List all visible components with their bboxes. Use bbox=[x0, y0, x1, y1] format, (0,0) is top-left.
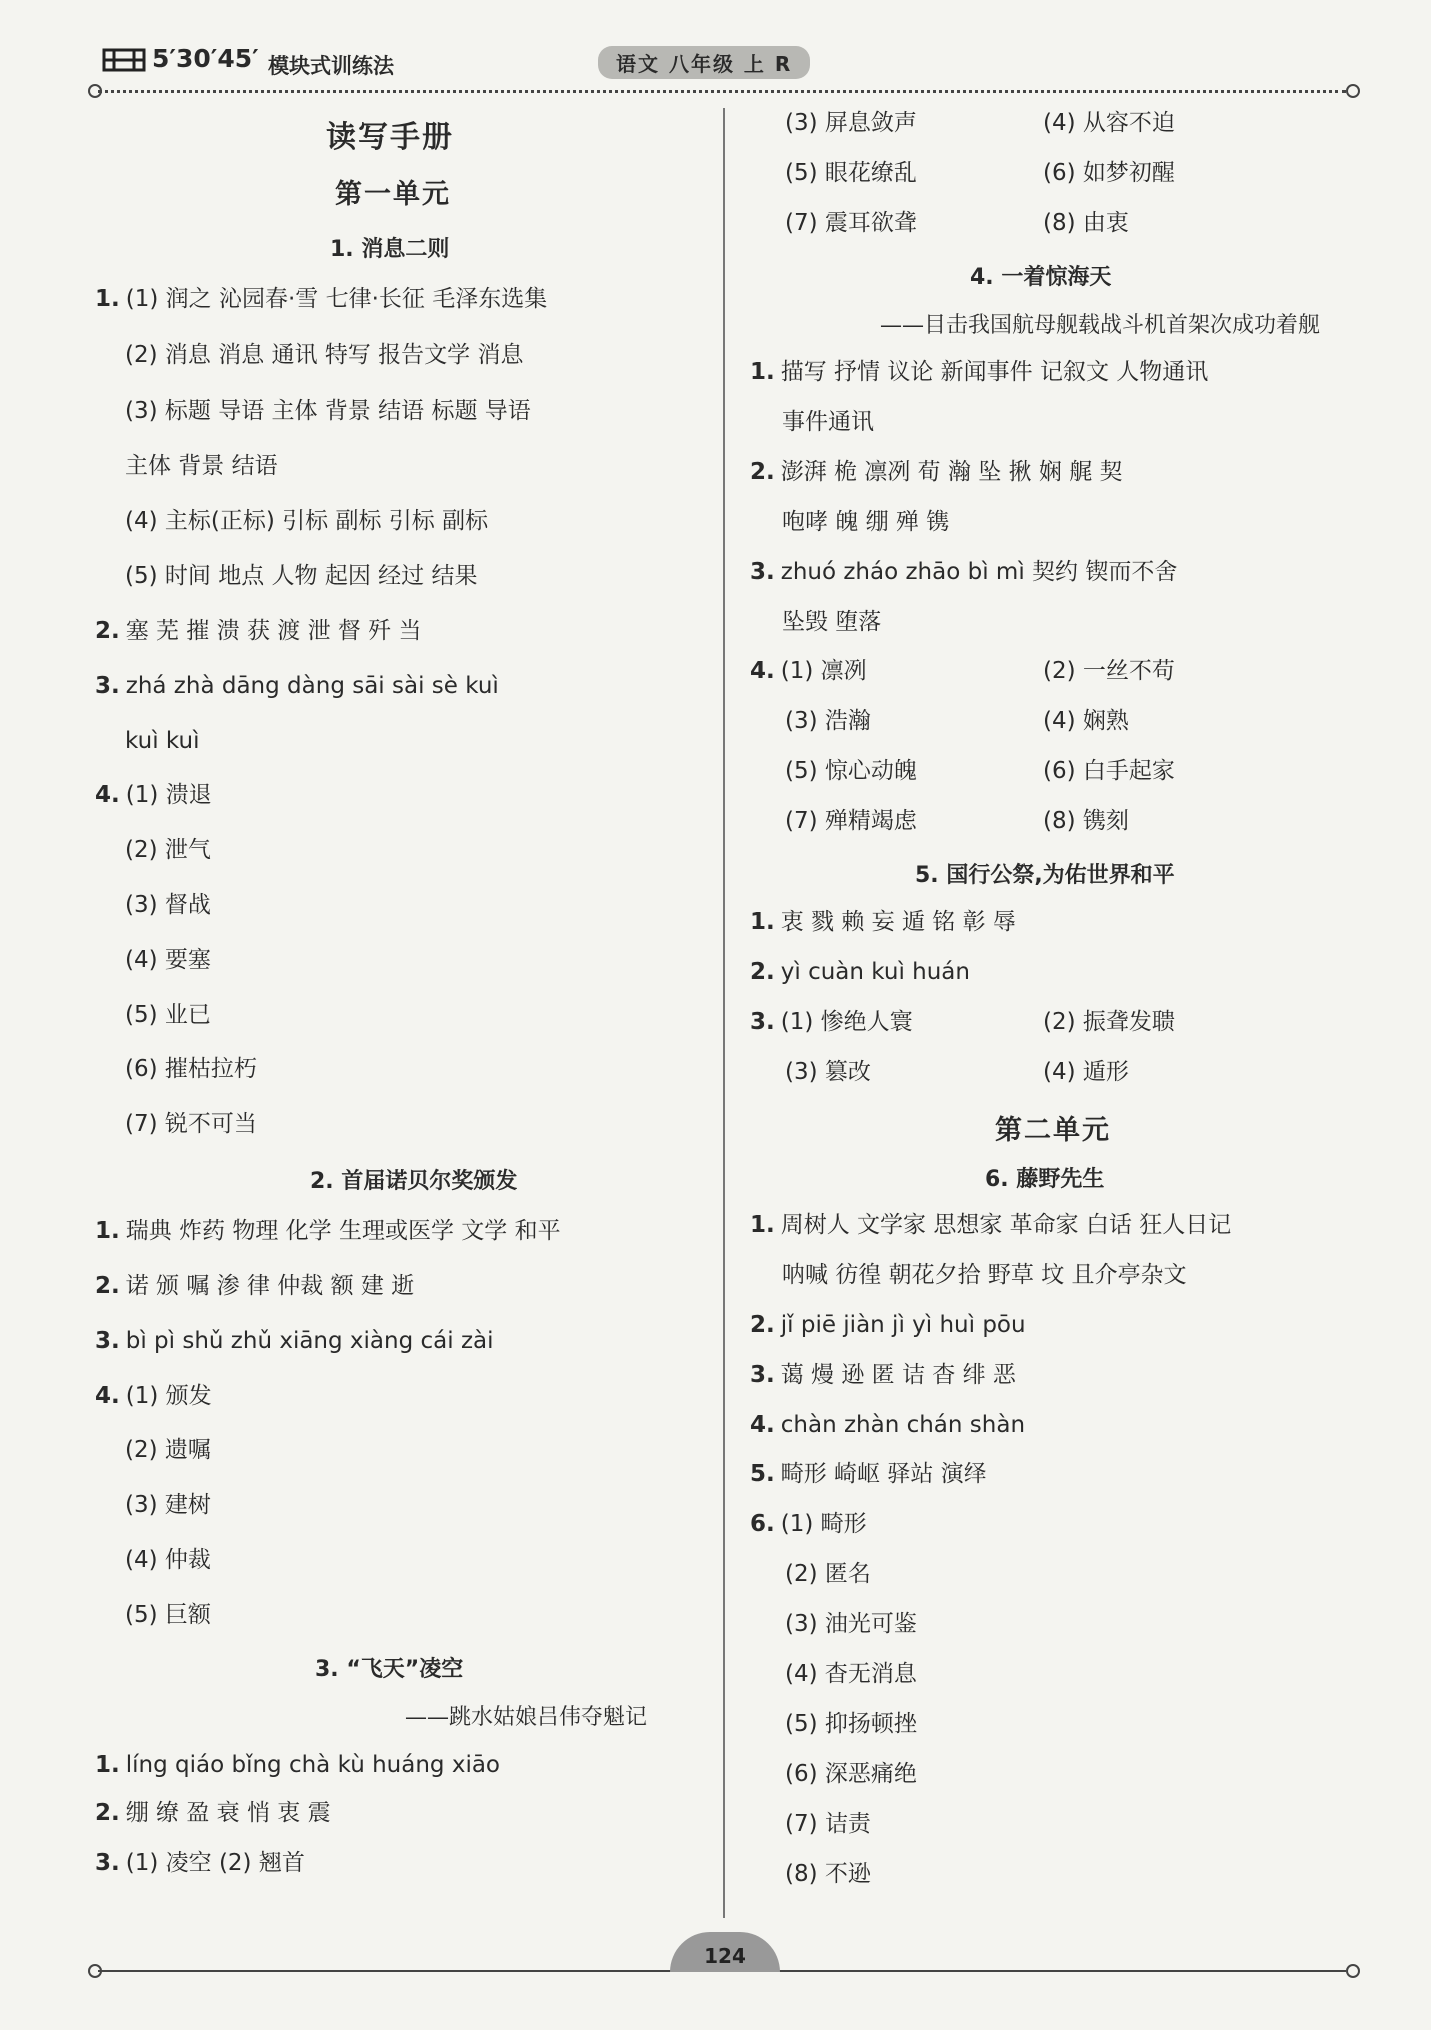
answer-text: (4) 要塞 bbox=[125, 947, 211, 973]
answer-line bbox=[95, 1326, 494, 1356]
answer-text: (2) 匿名 bbox=[785, 1561, 871, 1587]
answer-line bbox=[785, 1759, 917, 1789]
answer-line: (3) 浩瀚 bbox=[785, 708, 871, 734]
header-logo-icon bbox=[102, 46, 146, 74]
answer-line bbox=[782, 407, 874, 437]
answer-text: (5) 抑扬顿挫 bbox=[785, 1711, 917, 1737]
answer-line bbox=[125, 1490, 211, 1520]
answer-text: (8) 不逊 bbox=[785, 1861, 871, 1887]
answer-number: 3. bbox=[95, 1328, 120, 1354]
answer-line bbox=[125, 1435, 211, 1465]
answer-line bbox=[125, 1000, 211, 1030]
footer-rule-dot-right bbox=[1346, 1964, 1360, 1978]
answer-text: (1) 颁发 bbox=[125, 1383, 212, 1409]
answer-line bbox=[750, 1210, 1231, 1240]
answer-text: (3) 标题 导语 主体 背景 结语 标题 导语 bbox=[125, 398, 531, 424]
answer-text: (1) 畸形 bbox=[780, 1511, 867, 1537]
answer-line bbox=[785, 1709, 917, 1739]
answer-text: 呐喊 彷徨 朝花夕拾 野草 坟 且介亭杂文 bbox=[782, 1262, 1187, 1288]
answer-text: 畸形 崎岖 驿站 演绎 bbox=[780, 1461, 987, 1487]
answer-line: (4) 娴熟 bbox=[1043, 708, 1129, 734]
answer-line bbox=[782, 507, 949, 537]
answer-line bbox=[125, 396, 531, 426]
answer-line: (6) 白手起家 bbox=[1043, 758, 1175, 784]
answer-line bbox=[95, 1848, 305, 1878]
lesson-title: 3. “飞天”凌空 bbox=[315, 1657, 464, 1682]
answer-text: 咆哮 魄 绷 殚 镌 bbox=[782, 509, 950, 535]
answer-line bbox=[95, 284, 547, 314]
lesson-title: 5. 国行公祭,为佑世界和平 bbox=[915, 863, 1175, 888]
answer-line: (3) 篡改 bbox=[785, 1059, 871, 1085]
answer-text: chàn zhàn chán shàn bbox=[780, 1412, 1026, 1438]
answer-line bbox=[95, 671, 499, 701]
answer-line bbox=[750, 1410, 1025, 1440]
answer-line bbox=[782, 1260, 1187, 1290]
answer-text: (6) 深恶痛绝 bbox=[785, 1761, 917, 1787]
answer-line bbox=[750, 1509, 867, 1539]
answer-line: (2) 一丝不苟 bbox=[1043, 658, 1175, 684]
answer-line bbox=[750, 1007, 913, 1037]
answer-number: 1. bbox=[750, 359, 775, 385]
answer-number: 2. bbox=[95, 1273, 120, 1299]
answer-text: (3) 建树 bbox=[125, 1492, 211, 1518]
answer-line bbox=[785, 1659, 917, 1689]
answer-line bbox=[125, 1600, 211, 1630]
answer-text: (4) 仲裁 bbox=[125, 1547, 211, 1573]
answer-text: 事件通讯 bbox=[782, 409, 874, 435]
lesson-title: 6. 藤野先生 bbox=[985, 1167, 1105, 1192]
answer-number: 2. bbox=[95, 1800, 120, 1826]
answer-text: (1) 凌空 (2) 翘首 bbox=[125, 1850, 305, 1876]
answer-line bbox=[95, 1798, 331, 1828]
answer-line bbox=[750, 357, 1208, 387]
answer-text: 诺 颁 嘱 渗 律 仲裁 额 建 逝 bbox=[125, 1273, 415, 1299]
answer-line: (7) 殚精竭虑 bbox=[785, 808, 917, 834]
answer-text: yì cuàn kuì huán bbox=[780, 959, 970, 985]
answer-line bbox=[750, 907, 1016, 937]
header-rule-dot-right bbox=[1346, 84, 1360, 98]
lesson-subtitle: ——跳水姑娘吕伟夺魁记 bbox=[405, 1705, 648, 1730]
answer-text: (5) 业已 bbox=[125, 1002, 211, 1028]
answer-line: (4) 遁形 bbox=[1043, 1059, 1129, 1085]
answer-line bbox=[95, 1381, 212, 1411]
answer-text: (6) 摧枯拉朽 bbox=[125, 1056, 257, 1082]
answer-number: 3. bbox=[95, 673, 120, 699]
answer-text: 坠毁 堕落 bbox=[782, 609, 882, 635]
answer-line: (8) 镌刻 bbox=[1043, 808, 1129, 834]
answer-text: (4) 杳无消息 bbox=[785, 1661, 917, 1687]
answer-number: 1. bbox=[95, 1218, 120, 1244]
answer-line bbox=[750, 557, 1177, 587]
answer-text: (1) 惨绝人寰 bbox=[780, 1009, 913, 1035]
answer-text: (1) 溃退 bbox=[125, 782, 212, 808]
header-rule-dot-left bbox=[88, 84, 102, 98]
answer-text: (2) 泄气 bbox=[125, 837, 211, 863]
answer-number: 3. bbox=[750, 1362, 775, 1388]
answer-line bbox=[125, 561, 477, 591]
answer-text: 衷 戮 赖 妄 遁 铭 彰 辱 bbox=[780, 909, 1016, 935]
lesson-title: 1. 消息二则 bbox=[330, 237, 450, 262]
answer-text: (3) 督战 bbox=[125, 892, 211, 918]
answer-text: jǐ piē jiàn jì yì huì pōu bbox=[780, 1312, 1026, 1338]
answer-line: (2) 振聋发聩 bbox=[1043, 1009, 1175, 1035]
answer-text: zhá zhà dāng dàng sāi sài sè kuì bbox=[125, 673, 499, 699]
answer-line: (5) 惊心动魄 bbox=[785, 758, 917, 784]
answer-number: 1. bbox=[750, 1212, 775, 1238]
answer-text: 塞 芜 摧 溃 获 渡 泄 督 歼 当 bbox=[125, 618, 422, 644]
answer-text: 澎湃 桅 凛冽 荀 瀚 坠 揪 娴 艉 契 bbox=[780, 459, 1123, 485]
answer-line bbox=[750, 457, 1123, 487]
answer-line: (3) 屏息敛声 bbox=[785, 110, 917, 136]
answer-text: (2) 消息 消息 通讯 特写 报告文学 消息 bbox=[125, 342, 524, 368]
answer-text: kuì kuì bbox=[125, 728, 200, 754]
answer-text: 周树人 文学家 思想家 革命家 白话 狂人日记 bbox=[780, 1212, 1232, 1238]
answer-line bbox=[750, 1360, 1016, 1390]
answer-line bbox=[785, 1809, 871, 1839]
answer-number: 4. bbox=[750, 658, 775, 684]
header-rule bbox=[98, 90, 1346, 93]
answer-number: 4. bbox=[95, 782, 120, 808]
answer-line bbox=[95, 1750, 500, 1780]
answer-line bbox=[785, 1859, 871, 1889]
answer-text: (2) 遗嘱 bbox=[125, 1437, 211, 1463]
answer-line bbox=[95, 1216, 561, 1246]
answer-number: 3. bbox=[750, 1009, 775, 1035]
answer-number: 1. bbox=[750, 909, 775, 935]
answer-line bbox=[125, 945, 211, 975]
answer-line: (7) 震耳欲聋 bbox=[785, 210, 917, 236]
header-logo: 5′30′45′ bbox=[152, 44, 259, 73]
lesson-subtitle: ——目击我国航母舰载战斗机首架次成功着舰 bbox=[880, 313, 1321, 338]
answer-line bbox=[782, 607, 881, 637]
answer-line: (6) 如梦初醒 bbox=[1043, 160, 1175, 186]
column-divider bbox=[723, 108, 725, 1918]
answer-number: 2. bbox=[750, 1312, 775, 1338]
answer-line bbox=[125, 890, 211, 920]
answer-number: 4. bbox=[750, 1412, 775, 1438]
answer-text: 瑞典 炸药 物理 化学 生理或医学 文学 和平 bbox=[125, 1218, 561, 1244]
answer-text: 主体 背景 结语 bbox=[125, 453, 278, 479]
answer-line: (8) 由衷 bbox=[1043, 210, 1129, 236]
answer-text: (1) 凛冽 bbox=[780, 658, 867, 684]
answer-text: bì pì shǔ zhǔ xiāng xiàng cái zài bbox=[125, 1328, 494, 1354]
answer-line bbox=[785, 1559, 871, 1589]
answer-line bbox=[125, 726, 199, 756]
answer-line bbox=[785, 1609, 917, 1639]
answer-text: (5) 巨额 bbox=[125, 1602, 211, 1628]
answer-number: 3. bbox=[95, 1850, 120, 1876]
answer-text: 蔼 熳 逊 匿 诘 杳 绯 恶 bbox=[780, 1362, 1016, 1388]
answer-text: 绷 缭 盈 衰 悄 衷 震 bbox=[125, 1800, 331, 1826]
answer-line bbox=[95, 780, 212, 810]
answer-number: 1. bbox=[95, 1752, 120, 1778]
answer-text: 描写 抒情 议论 新闻事件 记叙文 人物通讯 bbox=[780, 359, 1209, 385]
answer-line: (4) 从容不迫 bbox=[1043, 110, 1175, 136]
unit-title: 第二单元 bbox=[995, 1115, 1111, 1146]
answer-number: 1. bbox=[95, 286, 120, 312]
answer-text: líng qiáo bǐng chà kù huáng xiāo bbox=[125, 1752, 500, 1778]
section-title: 读写手册 bbox=[326, 120, 454, 155]
answer-text: (4) 主标(正标) 引标 副标 引标 副标 bbox=[125, 508, 489, 534]
answer-number: 4. bbox=[95, 1383, 120, 1409]
answer-line: (5) 眼花缭乱 bbox=[785, 160, 917, 186]
answer-line bbox=[125, 1054, 257, 1084]
header-logo-sub: 模块式训练法 bbox=[268, 54, 394, 78]
lesson-title: 2. 首届诺贝尔奖颁发 bbox=[310, 1169, 518, 1194]
answer-line bbox=[125, 835, 211, 865]
answer-text: (1) 润之 沁园春·雪 七律·长征 毛泽东选集 bbox=[125, 286, 548, 312]
page-number: 124 bbox=[670, 1932, 780, 1972]
answer-line bbox=[125, 1545, 211, 1575]
answer-line bbox=[750, 957, 970, 987]
answer-line bbox=[750, 1459, 987, 1489]
answer-line bbox=[95, 1271, 414, 1301]
answer-text: (7) 诘责 bbox=[785, 1811, 871, 1837]
footer-rule-dot-left bbox=[88, 1964, 102, 1978]
unit-title: 第一单元 bbox=[335, 179, 451, 210]
answer-number: 2. bbox=[750, 459, 775, 485]
answer-line bbox=[125, 506, 488, 536]
answer-text: (7) 锐不可当 bbox=[125, 1111, 257, 1137]
header-tag: 语文 八年级 上 R bbox=[598, 46, 810, 79]
answer-number: 2. bbox=[95, 618, 120, 644]
answer-line bbox=[125, 340, 523, 370]
answer-text: zhuó zháo zhāo bì mì 契约 锲而不舍 bbox=[780, 559, 1178, 585]
lesson-title: 4. 一着惊海天 bbox=[970, 265, 1112, 290]
answer-number: 3. bbox=[750, 559, 775, 585]
answer-line bbox=[95, 616, 422, 646]
answer-line bbox=[125, 1109, 257, 1139]
answer-number: 2. bbox=[750, 959, 775, 985]
answer-text: (5) 时间 地点 人物 起因 经过 结果 bbox=[125, 563, 478, 589]
answer-line bbox=[125, 451, 278, 481]
answer-line bbox=[750, 656, 867, 686]
answer-number: 6. bbox=[750, 1511, 775, 1537]
answer-text: (3) 油光可鉴 bbox=[785, 1611, 917, 1637]
answer-number: 5. bbox=[750, 1461, 775, 1487]
answer-line bbox=[750, 1310, 1026, 1340]
